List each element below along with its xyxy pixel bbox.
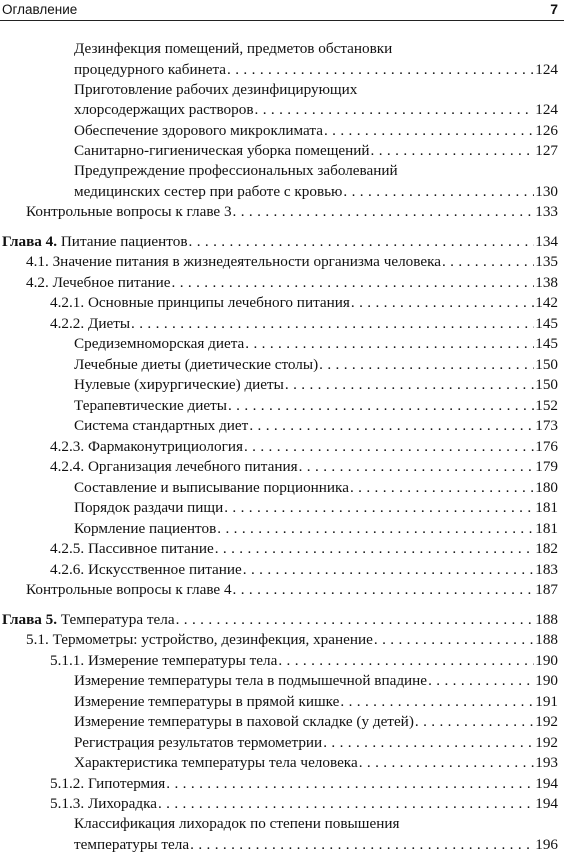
toc-entry[interactable] [0,772,558,793]
dot-leader [228,396,534,415]
toc-entry-title [26,630,373,649]
toc-entry-text: 4.2.5. Пассивное питание [50,540,214,557]
toc-entry-title [50,774,165,793]
dot-leader [442,252,534,271]
toc-page-number: 190 [535,651,558,669]
toc-entry[interactable] [0,435,558,456]
dot-leader [324,121,534,140]
toc-entry-text: Составление и выписывание порционника [74,478,349,496]
toc-entry-line [74,692,558,711]
toc-chapter-entry[interactable] [0,608,558,629]
dot-leader [166,774,534,793]
toc-entry[interactable] [0,711,558,732]
dot-leader [217,519,534,538]
toc-page-number: 194 [535,774,558,792]
toc-page-number: 188 [535,631,558,648]
toc-entry[interactable] [0,374,558,395]
dot-leader [428,671,534,690]
toc-page-number: 126 [535,121,558,139]
toc-entry-line [50,560,558,579]
toc-entry-line [50,293,558,312]
toc-entry-text: Контрольные вопросы к главе 3 [26,203,232,220]
toc-entry[interactable] [0,333,558,354]
toc-entry-text: 5.1.1. Измерение температуры тела [50,651,278,669]
toc-entry-title [26,252,441,271]
dot-leader [249,416,534,435]
toc-entry-text: Температура тела [57,610,175,628]
toc-entry-text: 4.2.6. Искусственное питание [50,560,242,578]
toc-entry[interactable] [0,538,558,559]
toc-entry[interactable] [0,58,558,79]
toc-chapter-entry[interactable] [0,230,558,251]
dot-leader [319,355,534,374]
toc-entry[interactable] [0,140,558,161]
toc-entry-line [74,60,558,79]
toc-entry-title [74,182,342,201]
toc-entry-title [74,375,284,394]
toc-entry-line [2,610,558,629]
table-of-contents [0,38,558,854]
toc-entry-line [26,580,558,599]
toc-page-number: 191 [535,692,558,710]
toc-page-number: 124 [535,101,558,118]
toc-entry-title [2,232,188,251]
dot-leader [215,539,535,558]
toc-entry-title [74,835,189,854]
toc-entry-line [74,334,558,353]
toc-entry-line [26,273,558,292]
toc-entry-text: Измерение температуры тела в подмышечной впадине [74,672,428,689]
toc-entry-title [74,100,254,119]
toc-page-number: 180 [535,478,558,496]
toc-page-number: 145 [535,335,558,352]
toc-entry-text: процедурного кабинета [74,60,227,78]
toc-entry-line [74,519,558,538]
toc-entry-text: 4.2.4. Организация лечебного питания [50,458,298,475]
toc-entry-title [74,753,358,772]
toc-entry-title [74,712,414,731]
toc-entry-text: Санитарно-гигиеническая уборка помещений [74,142,370,159]
toc-entry-title [50,794,157,813]
toc-entry-text: Порядок раздачи пищи [74,499,224,516]
dot-leader [255,100,535,119]
toc-entry-title: Классификация лихорадок по степени повышения [74,815,400,832]
toc-page-number: 192 [535,733,558,751]
dot-leader [245,334,534,353]
toc-entry-text: Измерение температуры в паховой складке (у детей) [74,713,414,730]
toc-entry-first-line [0,813,558,833]
toc-entry-line [74,712,558,731]
toc-entry-text: температуры тела [74,835,190,853]
toc-entry-line [74,498,558,517]
toc-entry[interactable] [0,476,558,497]
toc-entry-text: 4.2.1. Основные принципы лечебного питания [50,294,350,311]
toc-entry-line [74,141,558,160]
toc-entry-title [74,498,223,517]
toc-entry-title [74,121,323,140]
toc-page-number: 142 [535,294,558,311]
toc-entry-line [26,202,558,221]
toc-entry-text: 4.2.3. Фармаконутрициология [50,437,243,455]
toc-entry[interactable] [0,312,558,333]
toc-entry[interactable] [0,731,558,752]
toc-entry-text: 4.2. Лечебное питание [26,273,171,291]
toc-entry[interactable] [0,793,558,814]
toc-entry-line [74,100,558,119]
toc-entry-title [50,560,242,579]
toc-entry-text: Лечебные диеты (диетические столы) [74,355,319,373]
toc-entry[interactable] [0,353,558,374]
toc-page-number: 196 [535,835,558,853]
toc-page-number: 181 [535,499,558,516]
toc-entry[interactable] [0,415,558,436]
toc-entry-title [74,416,248,435]
toc-page-number: 135 [535,253,558,270]
toc-entry-line [74,182,558,201]
dot-leader [374,630,534,649]
toc-entry-text: 5.1.3. Лихорадка [50,795,157,812]
toc-entry-line [74,121,558,140]
toc-page-number: 124 [535,60,558,78]
toc-entry-title: Приготовление рабочих дезинфицирующих [74,80,358,98]
toc-page-number: 187 [535,581,558,598]
toc-page-number: 179 [535,458,558,475]
toc-entry-line [74,355,558,374]
dot-leader [227,60,534,79]
toc-entry-title [74,478,349,497]
chapter-number: Глава 5. [2,610,58,628]
toc-entry-line [50,651,558,670]
toc-page-number: 134 [535,232,558,250]
toc-entry-text: 5.1. Термометры: устройство, дезинфекция, хранение [26,631,373,648]
dot-leader [343,182,534,201]
toc-entry[interactable] [0,394,558,415]
dot-leader [224,498,534,517]
toc-entry[interactable] [0,251,558,272]
toc-entry-title [74,355,318,374]
toc-entry-line [26,252,558,271]
toc-entry-title [26,202,232,221]
toc-entry[interactable] [0,629,558,650]
toc-entry-line [74,416,558,435]
dot-leader [359,753,535,772]
toc-page-number: 150 [535,376,558,393]
toc-entry-title [74,60,226,79]
dot-leader [340,692,534,711]
dot-leader [176,610,535,629]
toc-page-number: 183 [535,560,558,578]
dot-leader [189,232,535,251]
toc-entry-line [74,671,558,690]
toc-entry-text: 4.2.2. Диеты [50,314,131,332]
toc-entry[interactable] [0,752,558,773]
toc-page-number: 176 [535,437,558,455]
toc-entry-line [50,437,558,456]
toc-entry-line [50,314,558,333]
dot-leader [278,651,534,670]
toc-entry-title: Дезинфекция помещений, предметов обстановки [74,40,393,57]
toc-entry-line [50,774,558,793]
toc-entry-line [74,396,558,415]
toc-entry-title [74,334,244,353]
toc-page-number: 181 [535,519,558,537]
toc-entry[interactable] [0,456,558,477]
toc-entry-title: Предупреждение профессиональных заболеваний [74,162,398,179]
toc-entry-line [74,375,558,394]
toc-entry[interactable] [0,201,558,222]
toc-entry-line [50,539,558,558]
toc-entry[interactable] [0,292,558,313]
toc-entry-title [74,141,370,160]
dot-leader [299,457,535,476]
toc-entry-title [50,651,277,670]
toc-page-number: 145 [535,314,558,332]
toc-entry-first-line [0,38,558,58]
dot-leader [158,794,534,813]
toc-entry[interactable] [0,649,558,670]
toc-entry-title [50,457,298,476]
dot-leader [233,580,535,599]
running-header [0,0,564,21]
toc-entry[interactable] [0,517,558,538]
toc-page-number: 188 [535,610,558,628]
toc-page-number: 152 [535,396,558,414]
toc-page-number: 190 [535,672,558,689]
chapter-number: Глава 4. [2,232,58,250]
toc-entry[interactable] [0,579,558,600]
toc-entry-title [50,293,350,312]
toc-entry[interactable] [0,670,558,691]
toc-entry-line [74,753,558,772]
dot-leader [244,437,534,456]
toc-entry[interactable] [0,99,558,120]
dot-leader [415,712,534,731]
dot-leader [351,293,534,312]
toc-entry-line [50,794,558,813]
toc-entry-title [74,519,216,538]
toc-page-number: 173 [535,417,558,434]
toc-entry-text: Кормление пациентов [74,519,217,537]
toc-entry[interactable] [0,119,558,140]
toc-entry-title [50,314,130,333]
dot-leader [323,733,534,752]
toc-entry-title [26,580,232,599]
toc-entry-first-line [0,79,558,99]
toc-page-number: 133 [535,203,558,220]
dot-leader [172,273,535,292]
toc-entry-text: Регистрация результатов термометрии [74,733,323,751]
toc-entry-title [2,610,175,629]
toc-entry-title [74,733,322,752]
toc-entry-title [74,396,227,415]
toc-page-number: 193 [535,754,558,771]
toc-entry-text: Питание пациентов [57,232,188,250]
toc-entry-title [50,539,214,558]
dot-leader [371,141,535,160]
toc-page-number: 130 [535,182,558,200]
toc-page-number: 194 [535,795,558,812]
toc-page-number: 127 [535,142,558,159]
toc-entry[interactable] [0,180,558,201]
toc-page-number: 192 [535,713,558,730]
toc-entry-text: Нулевые (хирургические) диеты [74,376,284,393]
toc-entry-text: 4.1. Значение питания в жизнедеятельности организма человека [26,253,441,270]
dot-leader [285,375,534,394]
toc-entry-text: Система стандартных диет [74,417,249,434]
toc-entry-text: Терапевтические диеты [74,396,227,414]
toc-entry[interactable] [0,558,558,579]
toc-entry[interactable] [0,271,558,292]
toc-page-number: 150 [535,355,558,373]
toc-entry-first-line [0,160,558,180]
toc-page-number: 182 [535,540,558,557]
toc-entry[interactable] [0,497,558,518]
toc-entry-text: Обеспечение здорового микроклимата [74,121,323,139]
header-title: Оглавление [2,2,78,17]
toc-entry-text: Средиземноморская диета [74,335,245,352]
toc-entry-line [50,457,558,476]
toc-entry-text: Характеристика температуры тела человека [74,754,358,771]
toc-entry-line [26,630,558,649]
toc-page-number: 138 [535,273,558,291]
toc-entry-line [74,835,558,854]
toc-entry-text: Контрольные вопросы к главе 4 [26,581,232,598]
toc-entry-title [74,692,339,711]
toc-entry-line [2,232,558,251]
toc-entry[interactable] [0,690,558,711]
dot-leader [190,835,534,854]
toc-entry-title [26,273,171,292]
toc-entry-title [50,437,243,456]
toc-entry-text: 5.1.2. Гипотермия [50,774,166,792]
toc-entry-text: медицинских сестер при работе с кровью [74,182,343,200]
toc-entry[interactable] [0,833,558,854]
dot-leader [233,202,535,221]
header-page-number: 7 [550,1,558,17]
toc-entry-text: хлорсодержащих растворов [74,101,254,118]
dot-leader [131,314,534,333]
dot-leader [350,478,534,497]
toc-entry-line [74,733,558,752]
toc-entry-text: Измерение температуры в прямой кишке [74,692,340,710]
toc-entry-title [74,671,427,690]
dot-leader [243,560,534,579]
toc-entry-line [74,478,558,497]
